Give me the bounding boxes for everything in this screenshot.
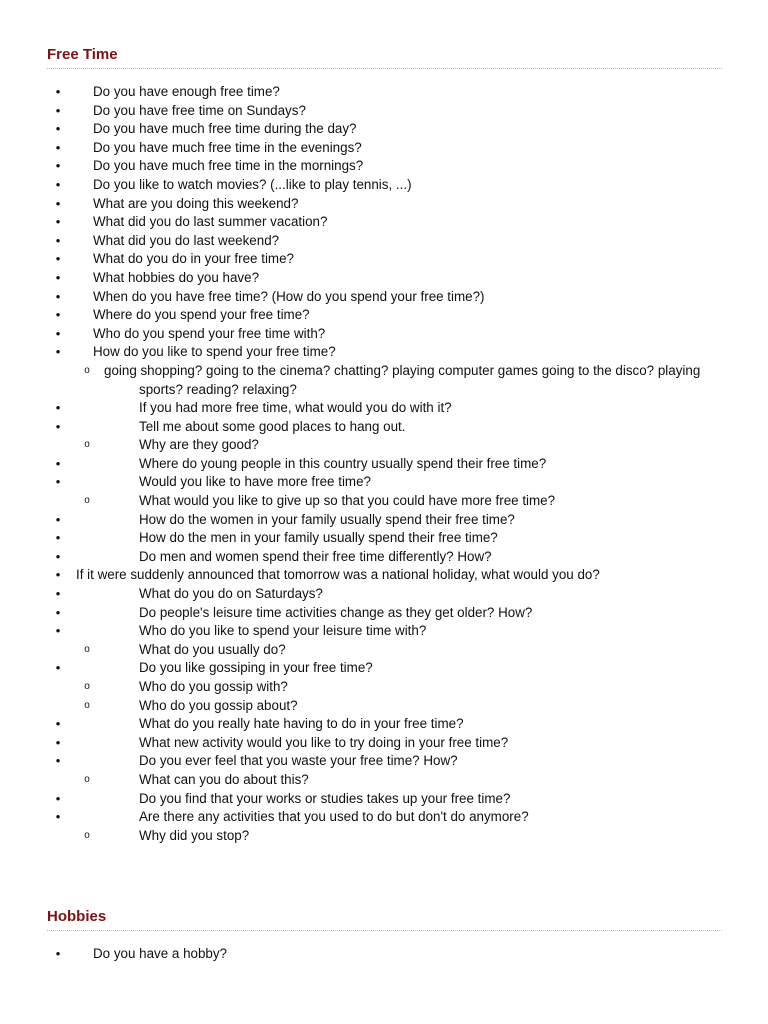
question-text: Do people's leisure time activities change as they get older? How? [139,604,533,620]
question-text: What do you do on Saturdays? [139,586,323,602]
question-text: Do you ever feel that you waste your free time? How? [139,753,458,769]
circle-bullet-icon: o [84,773,90,785]
question-item [47,734,722,753]
sub-question-item [47,697,722,716]
question-item [47,269,722,288]
question-item [47,213,722,232]
question-item [47,139,722,158]
bullet-icon: • [55,84,61,99]
question-item [47,120,722,139]
question-text: What are you doing this weekend? [93,195,299,211]
bullet-icon: • [55,455,61,471]
bullet-icon: • [55,530,61,546]
bullet-icon: • [55,325,61,341]
question-text: Who do you spend your free time with? [93,325,326,341]
question-text: Do you have a hobby? [93,946,228,961]
sub-question-item [47,492,722,511]
question-text: Where do young people in this country usually spend their free time? [139,455,547,471]
question-text: Do men and women spend their free time differently? How? [139,548,492,564]
bullet-icon: • [55,102,61,118]
bullet-icon: • [55,604,61,620]
bullet-icon: • [55,195,61,211]
question-item [47,659,722,678]
question-item [47,176,722,195]
question-item [47,455,722,474]
bullet-icon: • [55,567,61,583]
bullet-icon: • [55,418,61,434]
question-item [47,511,722,530]
question-text: Who do you gossip about? [139,697,298,713]
question-text: How do the women in your family usually spend their free time? [139,511,515,527]
question-item [47,343,722,362]
question-item [47,306,722,325]
circle-bullet-icon: o [84,439,90,451]
question-text: Would you like to have more free time? [139,474,371,490]
bullet-icon: • [55,753,61,769]
question-item [47,288,722,307]
bullet-icon: • [55,139,61,155]
bullet-icon: • [55,474,61,490]
question-item [47,473,722,492]
circle-bullet-icon: o [84,829,90,841]
question-item [47,529,722,548]
section-title: Hobbies [47,908,722,931]
question-text: What do you really hate having to do in your free time? [139,716,464,732]
section-free-time [47,46,722,845]
question-item [47,325,722,344]
question-item [47,250,722,269]
bullet-icon: • [55,511,61,527]
bullet-icon: • [55,176,61,192]
bullet-icon: • [55,344,61,360]
bullet-icon: • [55,307,61,323]
question-text: going shopping? going to the cinema? chatting? playing computer games going to the disco? playing sports? reading? relaxing? [104,362,701,397]
question-item [47,232,722,251]
question-text: Do you have much free time in the evenings? [93,139,362,155]
question-text: Who do you gossip with? [139,679,288,694]
bullet-icon: • [55,716,61,732]
circle-bullet-icon: o [84,364,90,376]
section-title: Free Time [47,46,722,69]
question-item [47,945,722,964]
question-text: Who do you like to spend your leisure time with? [139,623,427,639]
circle-bullet-icon: o [84,643,90,655]
question-text: What would you like to give up so that you could have more free time? [139,493,556,509]
bullet-icon: • [55,158,61,174]
bullet-icon: • [55,400,61,416]
bullet-icon: • [55,623,61,639]
question-item [47,715,722,734]
question-item [47,102,722,121]
question-item [47,399,722,418]
sub-question-item [47,436,722,455]
question-item [47,566,722,585]
question-text: Are there any activities that you used to do but don't do anymore? [139,809,529,825]
bullet-icon: • [55,121,61,137]
circle-bullet-icon: o [84,681,90,692]
question-text: When do you have free time? (How do you spend your free time?) [93,288,485,304]
circle-bullet-icon: o [84,495,90,507]
question-item [47,195,722,214]
question-text: Do you have free time on Sundays? [93,102,306,118]
question-text: Why are they good? [139,437,259,453]
question-text: What did you do last summer vacation? [93,214,328,230]
question-text: Do you like to watch movies? (...like to play tennis, ...) [93,176,412,192]
question-text: How do you like to spend your free time? [93,344,336,360]
question-text: Where do you spend your free time? [93,307,310,323]
question-item [47,808,722,827]
bullet-icon: • [55,251,61,267]
question-item [47,752,722,771]
question-list [47,83,722,845]
question-item [47,790,722,809]
sub-question-item [47,362,722,399]
question-item [47,604,722,623]
question-text: Do you have much free time during the day? [93,121,357,137]
bullet-icon: • [55,269,61,285]
bullet-icon: • [55,232,61,248]
section-hobbies [47,908,722,964]
question-item [47,585,722,604]
question-text: Why did you stop? [139,827,250,843]
bullet-icon: • [55,548,61,564]
question-text: What do you usually do? [139,641,286,657]
question-text: What do you do in your free time? [93,251,294,267]
question-item [47,83,722,102]
question-text: Do you have enough free time? [93,84,280,99]
question-item [47,622,722,641]
sub-question-item [47,827,722,846]
question-text: Tell me about some good places to hang out. [139,418,406,434]
question-text: Do you find that your works or studies takes up your free time? [139,790,511,806]
question-list [47,945,722,964]
question-item [47,548,722,567]
bullet-icon: • [55,946,61,961]
question-text: Do you have much free time in the mornings? [93,158,364,174]
bullet-icon: • [55,809,61,825]
bullet-icon: • [55,790,61,806]
sub-question-item [47,641,722,660]
question-text: What hobbies do you have? [93,269,260,285]
question-text: If you had more free time, what would you do with it? [139,400,452,416]
question-text: Do you like gossiping in your free time? [139,660,373,676]
question-text: What can you do about this? [139,771,309,787]
sub-question-item [47,678,722,697]
question-item [47,157,722,176]
bullet-icon: • [55,288,61,304]
circle-bullet-icon: o [84,699,90,711]
question-item [47,418,722,437]
bullet-icon: • [55,734,61,750]
bullet-icon: • [55,214,61,230]
question-text: How do the men in your family usually spend their free time? [139,530,498,546]
question-text: What new activity would you like to try doing in your free time? [139,734,509,750]
question-text: What did you do last weekend? [93,232,280,248]
bullet-icon: • [55,660,61,676]
question-text: If it were suddenly announced that tomorrow was a national holiday, what would you do? [76,567,600,583]
sub-question-item [47,771,722,790]
bullet-icon: • [55,586,61,602]
